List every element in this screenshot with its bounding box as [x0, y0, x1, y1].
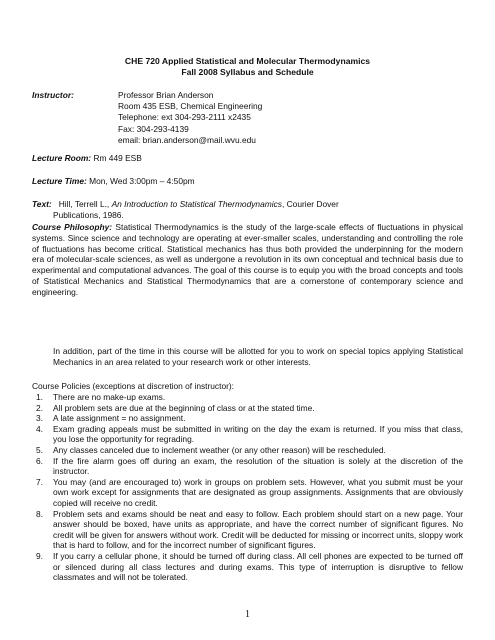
instructor-fax: Fax: 304-293-4139 [118, 123, 189, 134]
textbook [32, 199, 339, 209]
list-item: 1. There are no make-up exams. [36, 392, 166, 402]
textbook-label: Text: [32, 199, 52, 209]
instructor-block [118, 90, 262, 146]
lecture-room-value: Rm 449 ESB [93, 153, 142, 163]
textbook-author: Hill, Terrell L., [58, 199, 112, 209]
instructor-email: email: brian.anderson@mail.wvu.edu [118, 134, 256, 145]
list-item: 9. If you carry a cellular phone, it should be turned off during class. All cell phones are expected to be turned off or silenced during all class lectures and during exams. This type of interruption is disruptive to fellow classmates and will not be tolerated. [36, 550, 463, 583]
instructor-label: Instructor: [32, 90, 74, 100]
lecture-room-label: Lecture Room: [32, 153, 92, 163]
list-item: 3. A late assignment = no assignment. [36, 413, 186, 424]
lecture-time-label: Lecture Time: [32, 176, 87, 186]
list-item: 2. All problem sets are due at the beginning of class or at the stated time. [36, 402, 315, 413]
lecture-time-value: Mon, Wed 3:00pm – 4:50pm [89, 176, 195, 186]
course-policies-heading: Course Policies (exceptions at discretion of instructor): [32, 381, 235, 391]
instructor-office: Room 435 ESB, Chemical Engineering [118, 101, 263, 112]
textbook-title: An Introduction to Statistical Thermodynamics [111, 199, 282, 209]
list-item: 4. Exam grading appeals must be submitted in writing on the day the exam is returned. If you miss that class, you lose the opportunity for regrading. [36, 423, 463, 445]
lecture-time [32, 176, 195, 186]
textbook-publisher-line: Publications, 1986. [53, 210, 124, 220]
list-item: 5. Any classes canceled due to inclement weather (or any other reason) will be rescheduled. [36, 444, 386, 455]
page-number: 1 [245, 609, 250, 620]
instructor-phone: Telephone: ext 304-293-2111 x2435 [118, 112, 251, 123]
list-item: 8. Problem sets and exams should be neat and easy to follow. Each problem should start on a new page. Your answer should be boxed, have units as appropriate, and have the correct number of significant figures. No credit will be given for answers without work. Credit will be deducted for missing or incorrect units, sloppy work that is hard to follow, and for the incorrect number of significant figures. [36, 508, 463, 551]
list-item: 6. If the fire alarm goes off during an exam, the resolution of the situation is solely at the discretion of the instructor. [36, 455, 463, 477]
course-philosophy-label: Course Philosophy: [32, 222, 113, 232]
course-title: CHE 720 Applied Statistical and Molecular Thermodynamics [124, 56, 371, 66]
syllabus-subtitle: Fall 2008 Syllabus and Schedule [181, 67, 314, 77]
list-item: 7. You may (and are encouraged to) work in groups on problem sets. However, what you submit must be your own work except for assignments that are designated as group assignments. Assignments that are obviously copied will receive no credit. [36, 476, 463, 508]
instructor-name: Professor Brian Anderson [118, 90, 214, 100]
course-philosophy-text: Statistical Thermodynamics is the study of the large-scale effects of fluctuations in physical systems. Since science and technology are operating at ever-smaller scales, understanding and controlling the role of fluctuations has become critical. Statistical mechanics has thus both provided the underpinning for the modern era of molecular-scale sciences, as well as undergone a revolution in its own conceptual and technical basis due to experimental and computational advances. The goal of this course is to equip you with the broad concepts and tools of Statistical Mechanics and Statistical Thermodynamics that are a cornerstone of contemporary science and engineering. [32, 222, 463, 297]
course-philosophy [32, 222, 463, 298]
course-policies-list [32, 392, 463, 583]
lecture-room [32, 153, 142, 163]
textbook-publisher: , Courier Dover [281, 199, 339, 209]
additional-topics-paragraph: In addition, part of the time in this course will be allotted for you to work on special topics applying Statistical Mechanics in an area related to your research work or other interests. [53, 346, 463, 367]
